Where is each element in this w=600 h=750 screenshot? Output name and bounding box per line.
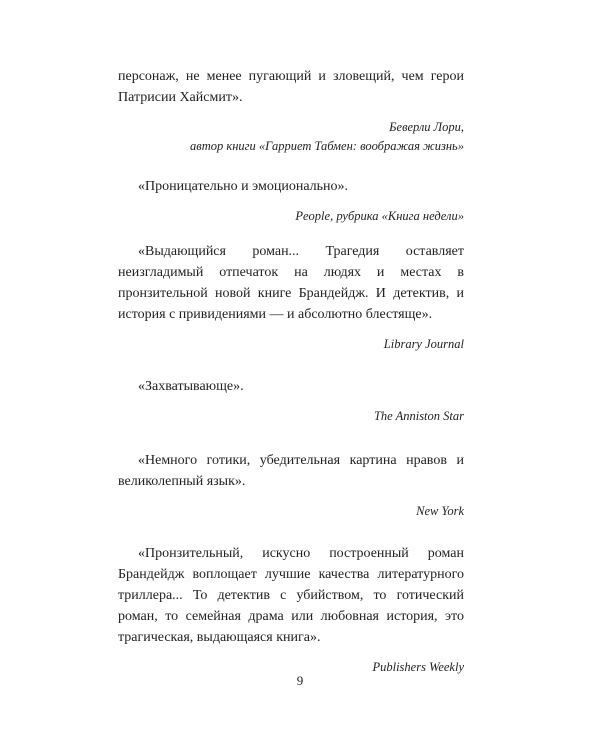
quote-text: «Немного готики, убедительная картина нравов и великолепный язык». (118, 453, 464, 489)
quote-attribution: Library Journal (383, 337, 464, 351)
page-number: 9 (296, 673, 304, 688)
quote-text: «Проницательно и эмоционально». (138, 179, 349, 194)
quote-attribution: The Anniston Star (373, 409, 464, 423)
quote-block (118, 241, 464, 354)
quote-attribution: Беверли Лори, (389, 120, 464, 134)
quote-text: персонаж, не менее пугающий и зловещий, чем герои Патрисии Хайсмит». (118, 69, 464, 105)
quote-block (118, 450, 464, 521)
quote-block (118, 543, 464, 677)
quote-block (118, 66, 464, 156)
quote-attribution: Publishers Weekly (372, 660, 464, 674)
quote-attribution: People, рубрика «Книга недели» (295, 209, 464, 223)
quote-attribution: New York (416, 504, 464, 518)
quote-text: «Выдающийся роман... Трагедия оставляет неизгладимый отпечаток на людях и местах в пронзительной новой книге Брандейдж. И детектив, и история с привидениями — и абсолютно блестяще». (118, 244, 464, 322)
quote-block (118, 176, 464, 226)
quote-attribution-detail: автор книги «Гарриет Табмен: воображая жизнь» (190, 139, 464, 153)
quote-block (118, 376, 464, 426)
quote-text: «Захватывающе». (138, 379, 244, 394)
quote-text: «Пронзительный, искусно построенный роман Брандейдж воплощает лучшие качества литературного триллера... То детектив с убийством, то готический роман, то семейная драма или любовная история, это трагическая, выдающаяся книга». (118, 546, 464, 645)
